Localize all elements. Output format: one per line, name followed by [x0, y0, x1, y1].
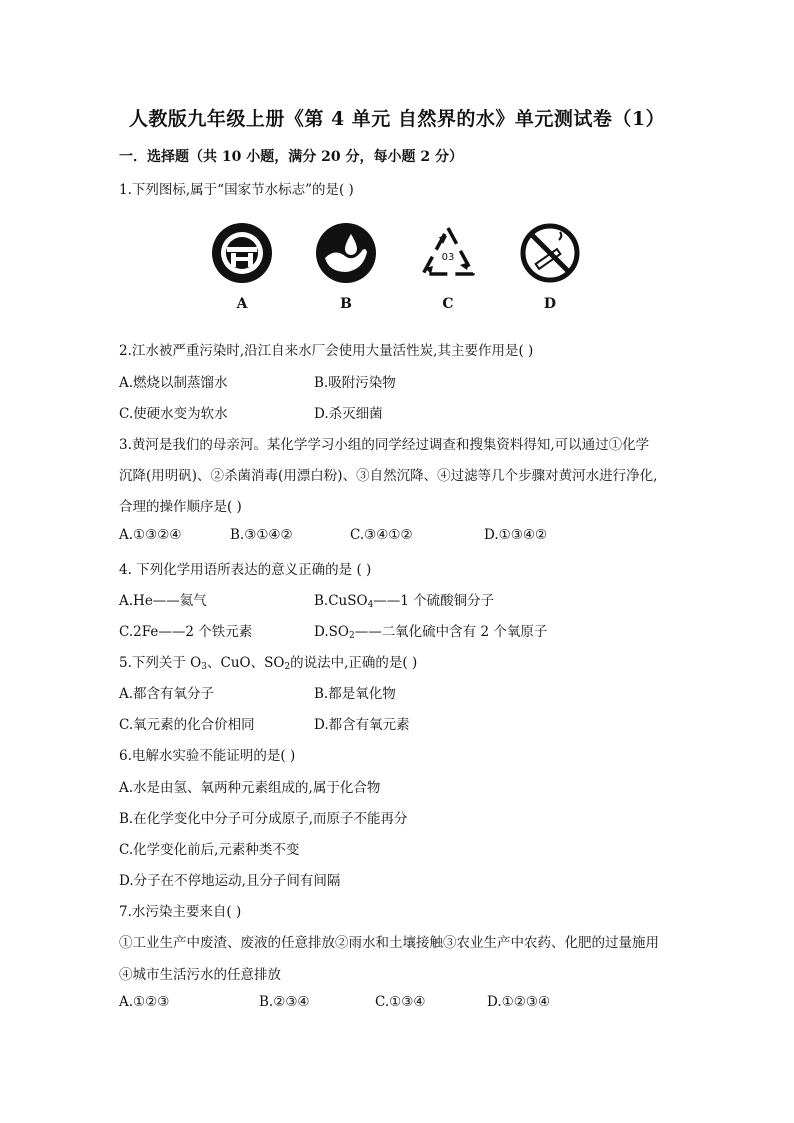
question-6-option-c: C.化学变化前后,元素种类不变: [119, 842, 300, 858]
recycle-code-text: 03: [441, 252, 455, 263]
question-7-option-a: A.①②③: [119, 994, 170, 1010]
question-6-option-b: B.在化学变化中分子可分成原子,而原子不能再分: [119, 811, 408, 827]
question-2-option-a: A.燃烧以制蒸馏水: [119, 375, 228, 391]
question-7-line-2: ④城市生活污水的任意排放: [119, 967, 281, 983]
page-title: 人教版九年级上册《第 4 单元 自然界的水》单元测试卷（1）: [128, 108, 666, 130]
question-7-line-1: ①工业生产中废渣、废液的任意排放②雨水和土壤接触③农业生产中农药、化肥的过量施用: [119, 935, 659, 951]
question-7-option-c: C.①③④: [375, 994, 426, 1010]
question-2-stem: 2.江水被严重污染时,沿江自来水厂会使用大量活性炭,其主要作用是( ): [119, 343, 534, 359]
option-label-c: C: [442, 296, 454, 312]
water-saving-symbol-icon: [315, 222, 377, 284]
question-3-line-1: 3.黄河是我们的母亲河。某化学学习小组的同学经过调查和搜集资料得知,可以通过①化学: [119, 437, 650, 453]
no-smoking-symbol-icon: [519, 222, 581, 284]
question-3-option-c: C.③④①②: [350, 527, 413, 543]
option-label-b: B: [340, 296, 352, 312]
question-4-option-a: A.He——氦气: [119, 593, 207, 609]
question-7-option-d: D.①②③④: [487, 994, 551, 1010]
symbol-a-icon: [211, 222, 273, 284]
question-3-line-2: 沉降(用明矾)、②杀菌消毒(用漂白粉)、③自然沉降、④过滤等几个步骤对黄河水进行净化,: [119, 468, 658, 484]
question-2-option-d: D.杀灭细菌: [314, 406, 383, 422]
question-2-option-c: C.使硬水变为软水: [119, 406, 228, 422]
question-3-option-b: B.③①④②: [230, 527, 293, 543]
question-7-stem: 7.水污染主要来自( ): [119, 904, 242, 920]
question-5-option-b: B.都是氧化物: [314, 686, 396, 702]
question-1-stem: 1.下列图标,属于“国家节水标志”的是( ): [119, 182, 354, 198]
question-3-option-a: A.①③②④: [119, 527, 182, 543]
question-4-option-d: $D.SO_2——$二氧化硫中含有 2 个氧原子: [314, 624, 548, 641]
question-5-stem: 5.下列关于 $O_3$、CuO、$SO_2$的说法中,正确的是( ): [119, 655, 418, 672]
question-4-option-c: C.2Fe——2 个铁元素: [119, 624, 253, 640]
question-5-option-a: A.都含有氧分子: [119, 686, 215, 702]
option-label-a: A: [236, 296, 248, 312]
question-6-option-d: D.分子在不停地运动,且分子间有间隔: [119, 873, 341, 889]
recycle-symbol-icon: [417, 222, 479, 284]
question-7-option-b: B.②③④: [259, 994, 310, 1010]
question-2-option-b: B.吸附污染物: [314, 375, 396, 391]
question-6-option-a: A.水是由氢、氧两种元素组成的,属于化合物: [119, 780, 381, 796]
question-5-option-d: D.都含有氧元素: [314, 717, 410, 733]
question-4-option-b: B.CuSO$_4$——1 个硫酸铜分子: [314, 593, 495, 610]
section-heading: 一．选择题（共 10 小题，满分 20 分，每小题 2 分）: [119, 149, 463, 165]
question-3-line-3: 合理的操作顺序是( ): [119, 499, 242, 515]
question-6-stem: 6.电解水实验不能证明的是( ): [119, 748, 296, 764]
option-label-d: D: [543, 296, 557, 312]
question-4-stem: 4. 下列化学用语所表达的意义正确的是 ( ): [119, 562, 372, 578]
question-5-option-c: C.氧元素的化合价相同: [119, 717, 255, 733]
question-3-option-d: D.①③④②: [484, 527, 548, 543]
